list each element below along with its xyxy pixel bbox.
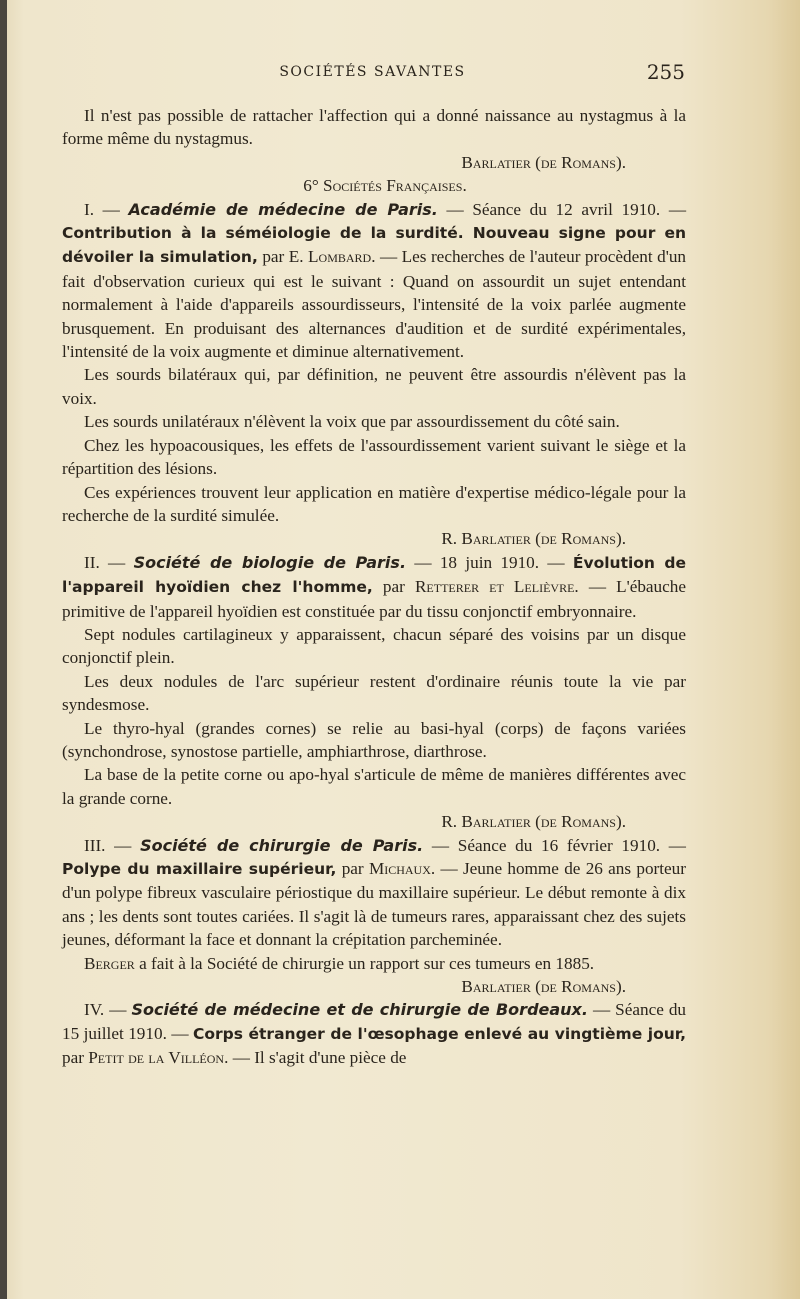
paragraph: Berger a fait à la Société de chirurgie un rapport sur ces tumeurs en 1885. [84,953,595,973]
article-body [62,104,686,1070]
signature: Barlatier (de Romans). [461,152,626,172]
page-number: 255 [646,60,685,84]
paragraph: Ces expériences trouvent leur application en matière d'expertise médico-légale pour la recherche de la surdité simulée. [62,482,686,525]
entry-4: IV. — Société de médecine et de chirurgie de Bordeaux. — Séance du 15 juillet 1910. — Corps étranger de l'œsophage enlevé au vingtième jour, par Petit de la Villéon. — Il s'agit d'une pièce de [62,1000,687,1068]
entry-3: III. — Société de chirurgie de Paris. — Séance du 16 février 1910. — Polype du maxillaire supérieur, par Michaux. — Jeune homme de 26 ans porteur d'un polype fibreux vasculaire périostique du maxillaire supérieur. Le début remonte à dix ans ; les dents sont toutes cariées. Il s'agit là de tumeurs rares, apparaissant chez des sujets jeunes, déformant la face et donnant la crépitation parcheminée. [62,835,686,950]
running-head [60,60,685,84]
author-name: Petit de la Villéon. [88,1048,229,1068]
signature: Barlatier (de Romans). [461,977,626,997]
paragraph: Chez les hypoacousiques, les effets de l'assourdissement varient suivant le siège et la répartition des lésions. [62,435,686,479]
venue-name: Société de médecine et de chirurgie de Bordeaux. [131,1000,588,1020]
section-title: 6° Sociétés Françaises. [303,176,467,196]
signature: R. Barlatier (de Romans). [441,529,626,549]
venue-name: Société de biologie de Paris. [133,552,407,572]
venue-name: Académie de médecine de Paris. [128,199,438,219]
entry-subject: Contribution à la séméiologie de la surdité. Nouveau signe pour en dévoiler la simulation, [62,224,686,267]
running-title: SOCIÉTÉS SAVANTES [279,64,466,80]
paragraph: Les deux nodules de l'arc supérieur restent d'ordinaire réunis toute la vie par syndesmose. [62,671,686,715]
signature: R. Barlatier (de Romans). [441,812,626,832]
entry-subject: Polype du maxillaire supérieur, [62,860,337,878]
entry-subject: Corps étranger de l'œsophage enlevé au vingtième jour, [192,1024,687,1043]
venue-name: Société de chirurgie de Paris. [140,835,424,855]
paragraph: La base de la petite corne ou apo-hyal s'articule de même de manières différentes avec la grande corne. [62,765,686,808]
paragraph: Sept nodules cartilagineux y apparaissent, chacun séparé des voisins par un disque conjonctif plein. [62,624,686,668]
book-spine-shadow [0,0,7,1299]
paragraph: Les sourds unilatéraux n'élèvent la voix que par assourdissement du côté sain. [84,412,620,432]
author-name: Berger [84,953,135,973]
paragraph: Il n'est pas possible de rattacher l'affection qui a donné naissance au nystagmus à la forme même du nystagmus. [62,106,686,149]
author-name: Retterer et Lelièvre. [414,577,579,597]
entry-1: I. — Académie de médecine de Paris. — Séance du 12 avril 1910. — Contribution à la séméiologie de la surdité. Nouveau signe pour en dévoiler la simulation, par E. Lombard. — Les recherches de l'auteur procèdent d'un fait d'observation curieux qui est le suivant : Quand on assourdit un sujet entendant normalement à l'aide d'appareils assourdisseurs, l'intensité de la voix parlée augmente brusquement. En produisant des alternances d'audition et de surdité expérimentales, l'intensité de la voix augmente et diminue alternativement. [62,199,687,362]
author-name: Michaux. [368,859,436,878]
entry-2: II. — Société de biologie de Paris. — 18 juin 1910. — Évolution de l'appareil hyoïdien chez l'homme, par Retterer et Lelièvre. — L'ébauche primitive de l'appareil hyoïdien est constituée par du tissu conjonctif embryonnaire. [62,552,686,621]
paragraph: Le thyro-hyal (grandes cornes) se relie au basi-hyal (corps) de façons variées (synchondrose, synostose partielle, amphiarthrose, diarthrose. [62,718,686,761]
entry-subject: Évolution de l'appareil hyoïdien chez l'homme, [62,553,686,597]
author-name: Lombard. [308,247,376,267]
paragraph: Les sourds bilatéraux qui, par définition, ne peuvent être assourdis n'élèvent pas la voix. [62,365,686,408]
